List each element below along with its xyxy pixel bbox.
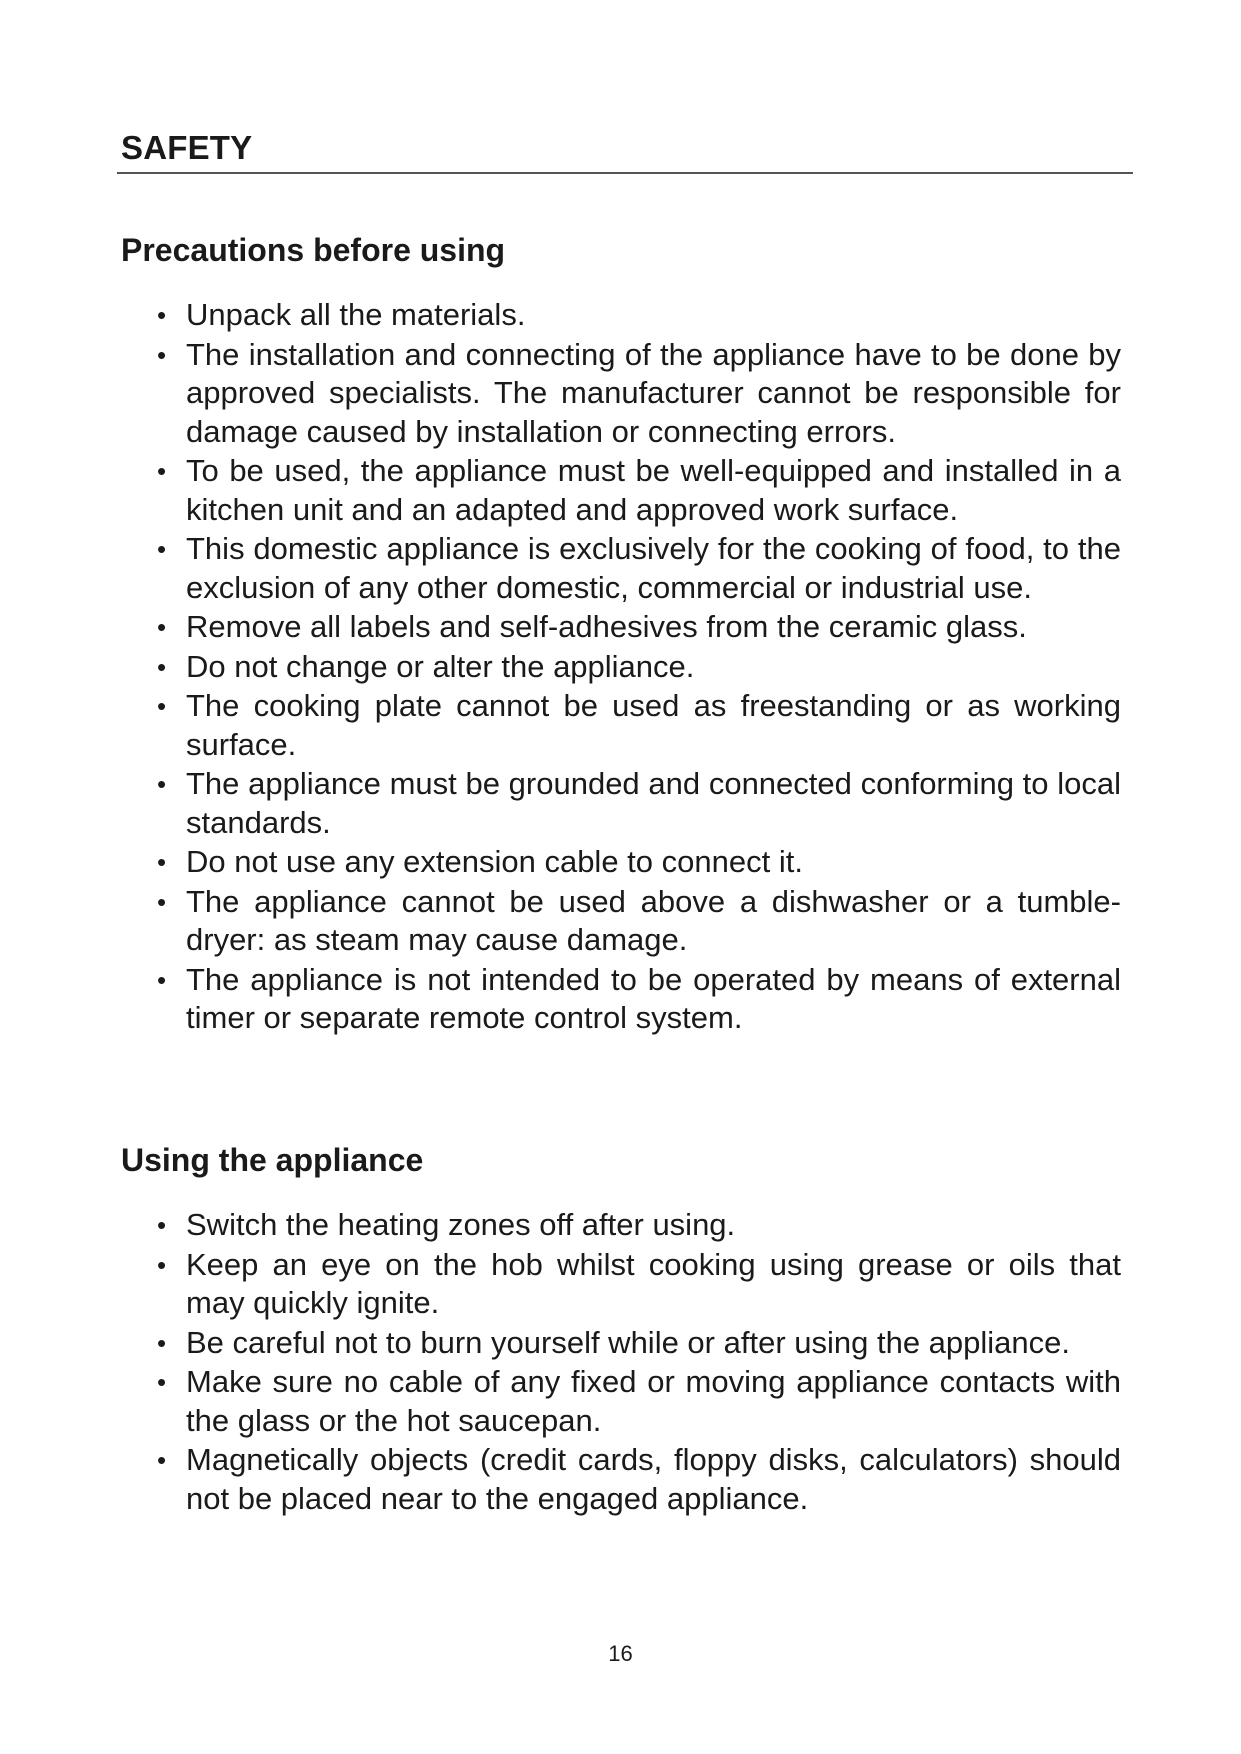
list-item-text: The appliance must be grounded and connected conforming to local standards. xyxy=(186,766,1121,840)
list-item-text: This domestic appliance is exclusively for the cooking of food, to the exclusion of any other domestic, commercial or industrial use. xyxy=(186,531,1121,605)
bullet-icon: • xyxy=(157,1249,167,1280)
bullet-icon: • xyxy=(157,691,167,721)
bullet-icon: • xyxy=(157,456,167,486)
bullet-icon: • xyxy=(157,886,167,917)
bullet-icon: • xyxy=(157,534,167,564)
bullet-icon: • xyxy=(157,300,167,330)
list-item xyxy=(121,1363,1121,1440)
list-item xyxy=(121,296,1121,335)
list-item-text: The appliance cannot be used above a dishwasher or a tumble-dryer: as steam may cause damage. xyxy=(186,883,1121,957)
list-item-text: The installation and connecting of the appliance have to be done by approved specialists. The manufacturer cannot be responsible for damage caused by installation or connecting errors. xyxy=(186,336,1121,449)
bullet-icon: • xyxy=(157,1445,167,1475)
list-item-text: Make sure no cable of any fixed or moving appliance contacts with the glass or the hot saucepan. xyxy=(186,1364,1121,1438)
bullet-icon: • xyxy=(157,651,167,682)
bullet-icon: • xyxy=(157,1367,167,1397)
using-appliance-heading: Using the appliance xyxy=(121,1142,424,1178)
list-item-text: To be used, the appliance must be well-equipped and installed in a kitchen unit and an adapted and approved work surface. xyxy=(186,453,1121,527)
list-item xyxy=(121,530,1121,607)
precautions-heading: Precautions before using xyxy=(121,232,506,268)
using-appliance-section xyxy=(121,1140,1161,1519)
list-item xyxy=(121,687,1121,764)
list-item-text: Unpack all the materials. xyxy=(186,297,526,332)
title-divider xyxy=(117,172,1133,174)
bullet-icon: • xyxy=(157,769,167,799)
list-item-text: Be careful not to burn yourself while or after using the appliance. xyxy=(186,1324,1071,1360)
list-item-text: Keep an eye on the hob whilst cooking using grease or oils that may quickly ignite. xyxy=(186,1246,1121,1320)
list-item xyxy=(121,1206,1121,1245)
precautions-list xyxy=(121,296,1161,1038)
list-item-text: The appliance is not intended to be operated by means of external timer or separate remote control system. xyxy=(186,961,1121,1035)
list-item-text: Remove all labels and self-adhesives from the ceramic glass. xyxy=(186,609,1027,644)
bullet-icon: • xyxy=(157,847,167,877)
list-item-text: Do not change or alter the appliance. xyxy=(186,648,695,684)
list-item-text: Switch the heating zones off after using. xyxy=(186,1207,736,1242)
using-appliance-list xyxy=(121,1206,1161,1518)
bullet-icon: • xyxy=(157,1210,167,1240)
list-item-text: The cooking plate cannot be used as freestanding or as working surface. xyxy=(186,688,1121,762)
list-item xyxy=(121,336,1121,452)
page-number: 16 xyxy=(608,1641,633,1666)
bullet-icon: • xyxy=(157,1327,167,1358)
list-item xyxy=(121,961,1121,1038)
list-item xyxy=(121,608,1121,647)
list-item xyxy=(121,648,1121,687)
list-item xyxy=(121,1324,1121,1363)
list-item xyxy=(121,1246,1121,1323)
page-title: SAFETY xyxy=(121,129,253,166)
precautions-section xyxy=(121,230,1161,1039)
bullet-icon: • xyxy=(157,964,167,995)
bullet-icon: • xyxy=(157,612,167,642)
bullet-icon: • xyxy=(157,339,167,370)
list-item xyxy=(121,843,1121,882)
list-item xyxy=(121,1441,1121,1518)
list-item-text: Do not use any extension cable to connect it. xyxy=(186,844,803,879)
list-item xyxy=(121,452,1121,529)
list-item xyxy=(121,765,1121,842)
list-item xyxy=(121,883,1121,960)
list-item-text: Magnetically objects (credit cards, floppy disks, calculators) should not be placed near to the engaged appliance. xyxy=(186,1442,1121,1516)
